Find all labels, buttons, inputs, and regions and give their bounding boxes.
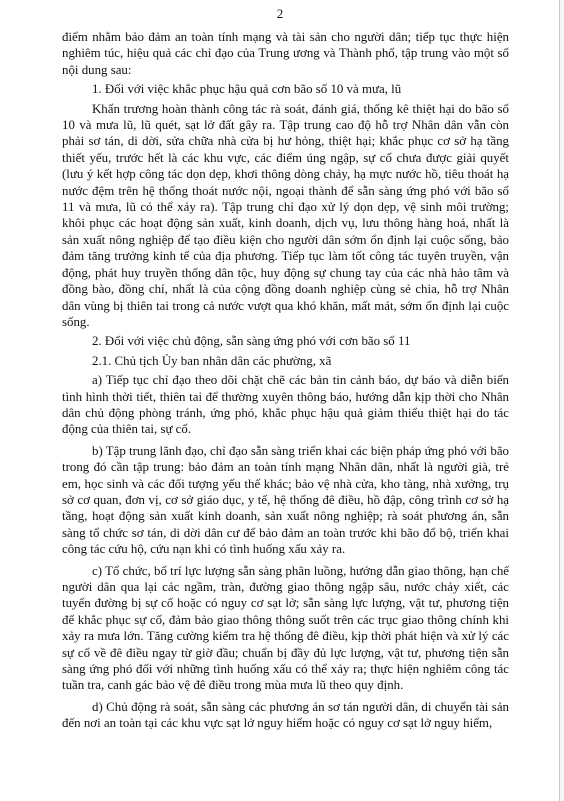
- paragraph-continuation: điểm nhằm bảo đảm an toàn tính mạng và tài sản cho người dân; tiếp tục thực hiện nghiêm túc, hiệu quả các chỉ đạo của Trung ương và Thành phố, tập trung vào một số nội dung sau:: [62, 30, 509, 77]
- paragraph-item-b: b) Tập trung lãnh đạo, chỉ đạo sẵn sàng triển khai các biện pháp ứng phó với bão trong đó cần tập trung: bảo đảm an toàn tính mạng Nhân dân, nhất là người già, trẻ em, học sinh và các đối tượng yếu thế khác; bảo vệ nhà cửa, kho tàng, nhà xưởng, trụ sở cơ quan, đơn vị, cơ sở giáo dục, y tế, hệ thống đê điều, hồ đập, công trình cơ sở hạ tầng, hoạt động sản xuất kinh doanh, sản xuất nông nghiệp; rà soát phương án, sẵn sàng tổ chức sơ tán, di dời dân cư để bảo đảm an toàn trước khi bão đổ bộ, triển khai công tác cứu hộ, cứu nạn khi có tình huống xấu xảy ra.: [62, 443, 509, 557]
- paragraph-item-d: d) Chủ động rà soát, sẵn sàng các phương án sơ tán người dân, di chuyển tài sản đến nơi an toàn tại các khu vực sạt lở nguy hiểm hoặc có nguy cơ sạt lở nguy hiểm,: [62, 699, 509, 731]
- section-heading-2: 2. Đối với việc chủ động, sẵn sàng ứng phó với cơn bão số 11: [92, 334, 411, 349]
- section-heading-1: 1. Đối với việc khắc phục hậu quả cơn bão số 10 và mưa, lũ: [92, 82, 402, 97]
- paragraph-section-1-body: Khẩn trương hoàn thành công tác rà soát, đánh giá, thống kê thiệt hại do bão số 10 và mưa lũ, lũ quét, sạt lở đất gây ra. Tập trung cao độ hỗ trợ Nhân dân vẫn còn phải sơ tán, di dời, sửa chữa nhà cửa bị hư hỏng, thiệt hại; khắc phục cơ sở hạ tầng thiết yếu, trước hết là các khu vực, các điểm úng ngập, sự cố chưa được giải quyết (lưu ý kết hợp công tác dọn dẹp, khơi thông dòng chảy, hạ mực nước hồ, tiêu thoát hạ nước đệm trên hệ thống thoát nước nội, ngoại thành để sẵn sàng ứng phó với bão số 11 và mưa, lũ có thể xảy ra). Tập trung chỉ đạo xử lý dọn dẹp, vệ sinh môi trường; khôi phục các hoạt động sản xuất, kinh doanh, dịch vụ, lưu thông hàng hoá, nhất là sản xuất nông nghiệp để tạo điều kiện cho người dân sớm ổn định lại cuộc sống, bảo đảm tăng trưởng kinh tế của địa phương. Tiếp tục làm tốt công tác tuyên truyền, vận động, phát huy truyền thống dân tộc, huy động sự chung tay của các nhà hảo tâm và đồng bào, đồng chí, nhất là của cộng đồng doanh nghiệp cùng sẻ chia, hỗ trợ Nhân dân vùng bị thiên tai trong cả nước vượt qua khó khăn, mất mát, sớm ổn định lại cuộc sống.: [62, 101, 509, 329]
- paragraph-item-a: a) Tiếp tục chỉ đạo theo dõi chặt chẽ các bản tin cảnh báo, dự báo và diễn biến tình hình thời tiết, thiên tai để thường xuyên thông báo, hướng dẫn kịp thời cho Nhân dân chủ động phòng tránh, ứng phó, khắc phục hậu quả giảm thiểu thiệt hại do tác động của thiên tai, sự cố.: [62, 373, 509, 437]
- subsection-heading-2-1: 2.1. Chủ tịch Ủy ban nhân dân các phường, xã: [92, 353, 332, 368]
- page-number: 2: [276, 6, 284, 21]
- document-body: [62, 29, 509, 732]
- paragraph-item-c: c) Tổ chức, bố trí lực lượng sẵn sàng phân luồng, hướng dẫn giao thông, hạn chế người dân qua lại các ngầm, tràn, đường giao thông ngập sâu, nước chảy xiết, các tuyến đường bị sự cố hoặc có nguy cơ sạt lở; sẵn sàng lực lượng, vật tư, phương tiện để khắc phục sự cố, đảm bảo giao thông thông suốt trên các trục giao thông chính khi xảy ra mưa lớn. Tăng cường kiểm tra hệ thống đê điều, kịp thời phát hiện và xử lý các sự cố về đê điều ngay từ giờ đầu; chuẩn bị đầy đủ lực lượng, vật tư, phương tiện sẵn sàng ứng phó đối với những tình huống xấu có thể xảy ra; thực hiện nghiêm công tác tuần tra, canh gác bảo vệ đê điều trong mùa mưa lũ theo quy định.: [62, 563, 509, 693]
